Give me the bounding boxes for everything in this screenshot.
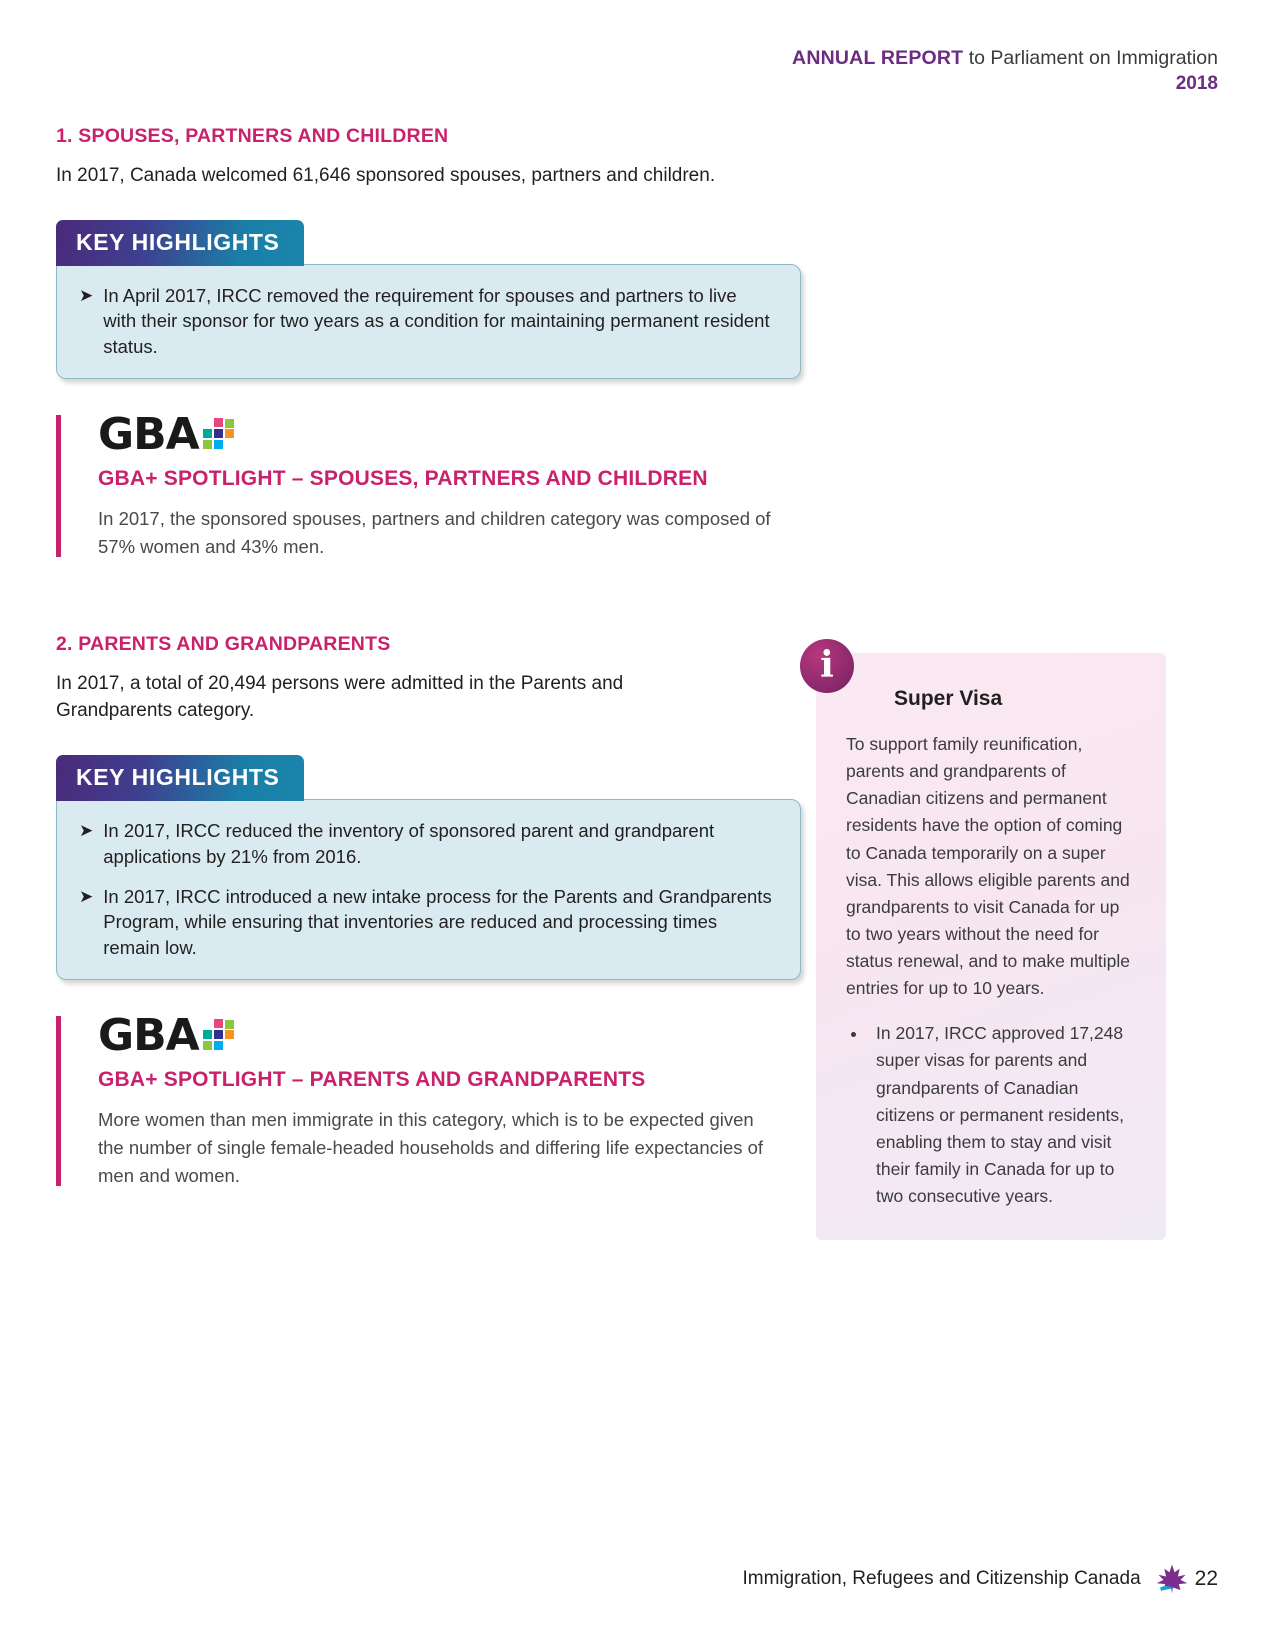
- gba-accent-bar: [56, 1016, 61, 1185]
- header-report-label: ANNUAL REPORT: [792, 47, 964, 69]
- super-visa-callout: [816, 644, 1166, 1240]
- section-2-heading: 2. PARENTS AND GRANDPARENTS: [56, 632, 391, 655]
- header-report-rest: to Parliament on Immigration: [963, 47, 1218, 69]
- gba-plus-icon: [202, 418, 236, 452]
- gba-logo-text: GBA: [98, 409, 199, 461]
- list-item: [79, 283, 774, 361]
- gba-plus-icon: [202, 1019, 236, 1053]
- arrow-bullet-icon: ➤: [79, 285, 94, 305]
- list-item: [79, 818, 774, 870]
- header-year: 2018: [1175, 73, 1218, 95]
- page-header: [792, 46, 1218, 97]
- gba-spotlight-1: [56, 409, 801, 561]
- key-highlights-1: [56, 220, 801, 380]
- key-highlights-1-box: [56, 264, 801, 380]
- key-highlights-1-list: [79, 283, 774, 361]
- key-highlight-text: In April 2017, IRCC removed the requirement for spouses and partners to live with their sponsor for two years as a condition for maintaining permanent resident status.: [103, 284, 770, 358]
- gba-logo-1: [98, 409, 801, 461]
- key-highlights-2-box: [56, 799, 801, 980]
- header-report-line: [792, 46, 1218, 71]
- key-highlights-2-list: [79, 818, 774, 961]
- gba-spotlight-1-title: GBA+ SPOTLIGHT – SPOUSES, PARTNERS AND CHILDREN: [98, 467, 708, 491]
- super-visa-bullets: [846, 1020, 1136, 1210]
- key-highlights-2-tab: KEY HIGHLIGHTS: [56, 755, 304, 801]
- maple-leaf-icon: [1155, 1562, 1189, 1596]
- section-1-heading: 1. SPOUSES, PARTNERS AND CHILDREN: [56, 125, 449, 147]
- super-visa-paragraph: To support family reunification, parents and grandparents of Canadian citizens and permanent residents have the option of coming to Canada temporarily on a super visa. This allows eligible parents and grandparents to visit Canada for up to two years without the need for status renewal, and to make multiple entries for up to 10 years.: [846, 734, 1131, 999]
- page-footer: [742, 1562, 1218, 1596]
- main-column: [56, 125, 801, 1190]
- footer-organization: Immigration, Refugees and Citizenship Canada: [742, 1568, 1141, 1589]
- key-highlight-text: In 2017, IRCC reduced the inventory of sponsored parent and grandparent applications by 21% from 2016.: [103, 819, 715, 867]
- key-highlights-2: [56, 755, 801, 980]
- section-spacer: [56, 561, 801, 633]
- gba-logo-text: GBA: [98, 1010, 199, 1062]
- gba-logo-2: [98, 1010, 801, 1062]
- arrow-bullet-icon: ➤: [79, 886, 94, 906]
- section-parents-grandparents: [56, 633, 801, 1190]
- gba-spotlight-2-title: GBA+ SPOTLIGHT – PARENTS AND GRANDPARENTS: [98, 1068, 646, 1092]
- page-number: 22: [1194, 1567, 1218, 1590]
- list-item: [79, 884, 774, 962]
- section-spouses-partners-children: [56, 125, 801, 561]
- arrow-bullet-icon: ➤: [79, 820, 94, 840]
- sidebar-column: [816, 644, 1166, 1240]
- section-2-intro: In 2017, a total of 20,494 persons were admitted in the Parents and Grandparents category.: [56, 672, 624, 722]
- gba-spotlight-2: [56, 1010, 801, 1189]
- info-icon: i: [800, 639, 854, 693]
- gba-spotlight-2-body: More women than men immigrate in this category, which is to be expected given the number of single female-headed households and differing life expectancies of men and women.: [98, 1109, 764, 1186]
- section-1-intro: In 2017, Canada welcomed 61,646 sponsored spouses, partners and children.: [56, 165, 716, 186]
- key-highlights-1-tab: KEY HIGHLIGHTS: [56, 220, 304, 266]
- key-highlight-text: In 2017, IRCC introduced a new intake process for the Parents and Grandparents Program, while ensuring that inventories are reduced and processing times remain low.: [103, 885, 772, 959]
- list-item: • In 2017, IRCC approved 17,248 super visas for parents and grandparents of Canadian citizens or permanent residents, enabling them to stay and visit their family in Canada for up to two consecutive years.: [868, 1020, 1136, 1210]
- gba-spotlight-1-body: In 2017, the sponsored spouses, partners and children category was composed of 57% women and 43% men.: [98, 508, 771, 557]
- super-visa-title: Super Visa: [894, 687, 1003, 710]
- gba-accent-bar: [56, 415, 61, 557]
